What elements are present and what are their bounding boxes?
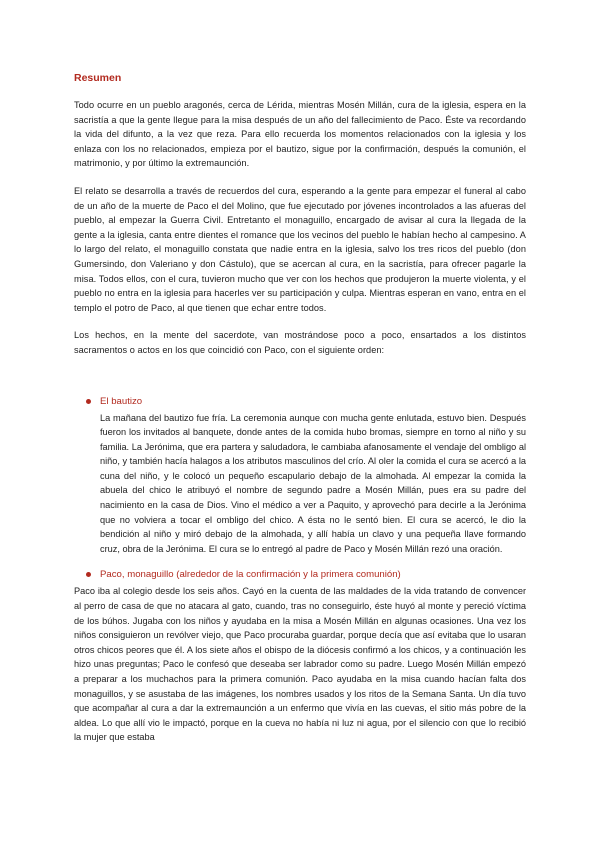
sacrament-list <box>74 395 526 583</box>
section-title-monaguillo <box>86 568 526 582</box>
bullet-icon <box>86 572 91 577</box>
summary-heading: Resumen <box>74 72 122 84</box>
section-text-monaguillo: Paco iba al colegio desde los seis años. Cayó en la cuenta de las maldades de la vida tratando de convencer al perro de casa de que no atacara al gato, cuando, tras no conseguirlo, éste huyó al monte y pereció víctima de los búhos. Jugaba con los niños y ayudaba en la misa a Mosén Millán en algunas ocasiones. Una vez los niños consiguieron un revólver viejo, que Paco procuraba guardar, porque decía que así evitaba que lo usaran otros chicos peores que él. A los siete años el obispo de la diócesis confirmó a los chicos, y a continuación les hizo unas preguntas; Paco le confesó que deseaba ser labrador como su padre. Luego Mosén Millán empezó a preparar a los muchachos para la primera comunión. Paco ayudaba en la misa cuando hacían falta dos monaguillos, y se asustaba de las imágenes, los nombres usados y los ritos de la Semana Santa. Un día tuvo que acompañar al cura a dar la extremaunción a un enfermo que vivía en las cuevas, el sitio más pobre de la aldea. Lo que allí vio le impactó, porque en la cueva no había ni luz ni agua, por el silencio con que lo recibió la mujer que estaba <box>74 586 526 743</box>
bullet-icon <box>86 399 91 404</box>
section-text-bautizo: La mañana del bautizo fue fría. La ceremonia aunque con mucha gente enlutada, estuvo bien. Después fueron los invitados al banquete, donde antes de la comida hubo bromas, siempre en torno al niño y su familia. La Jerónima, que era partera y saludadora, le cambiaba afanosamente el vendaje del ombligo al niño, y también hacía halagos a los atributos masculinos del crío. Al oler la comida el cura se acercó a la cuna del niño, y le colocó un pequeño escapulario debajo de la almohada. Al empezar la comida la abuela del chico le atribuyó el nombre de segundo padre a Mosén Millán, pues era su padre del nacimiento en la casa de Dios. Vino el médico a ver a Paquito, y aprovechó para decirle a la Jerónima que no volviera a tocar el ombligo del chico. A ésta no le sentó bien. El cura se acercó, le dio la bendición al niño y miró debajo de la almohada, y allí había un clavo y una pequeña llave formando cruz, obra de la Jerónima. El cura se lo entregó al padre de Paco y Mosén Millán rezó una oración. <box>100 412 526 554</box>
spacer <box>74 371 526 395</box>
section-title-text: El bautizo <box>100 395 143 407</box>
story-paragraph: El relato se desarrolla a través de recuerdos del cura, esperando a la gente para empezar el funeral al cabo de un año de la muerte de Paco el del Molino, que fue ejecutado por jóvenes incontrolados a las afueras del pueblo, al empezar la Guerra Civil. Entretanto el monaguillo, encargado de avisar al cura la llegada de la gente a la iglesia, canta entre dientes el romance que los vecinos del pueblo le habían hecho al campesino. A lo largo del relato, el monaguillo constata que nadie entra en la iglesia, salvo los tres ricos del pueblo (don Gumersindo, don Valeriano y don Cástulo), que se acercan al cura, en la sacristía, para ofrecer pagarle la misa. Todos ellos, con el cura, tuvieron mucho que ver con los hechos que produjeron la muerte violenta, y el pueblo no entra en la iglesia para hacerles ver su participación y culpa. Mientras esperan en vano, entra en el templo el potro de Paco, al que tienen que echar entre todos. <box>74 185 526 313</box>
list-item <box>74 395 526 557</box>
intro-paragraph: Todo ocurre en un pueblo aragonés, cerca de Lérida, mientras Mosén Millán, cura de la iglesia, espera en la sacristía a que la gente llegue para la misa después de un año del fallecimiento de Paco. Éste va recordando la vida del difunto, a la vez que reza. Para ello recuerda los momentos relacionados con la iglesia y los enlaza con los no relacionados, empieza por el bautizo, sigue por la confirmación, después la comunión, el matrimonio, y por último la extremaunción. <box>74 100 526 169</box>
list-item <box>74 568 526 582</box>
events-paragraph: Los hechos, en la mente del sacerdote, van mostrándose poco a poco, ensartados a los distintos sacramentos o actos en los que coincidió con Paco, con el siguiente orden: <box>74 330 526 355</box>
section-title-text: Paco, monaguillo (alrededor de la confirmación y la primera comunión) <box>100 569 401 581</box>
section-title-bautizo <box>86 395 526 409</box>
